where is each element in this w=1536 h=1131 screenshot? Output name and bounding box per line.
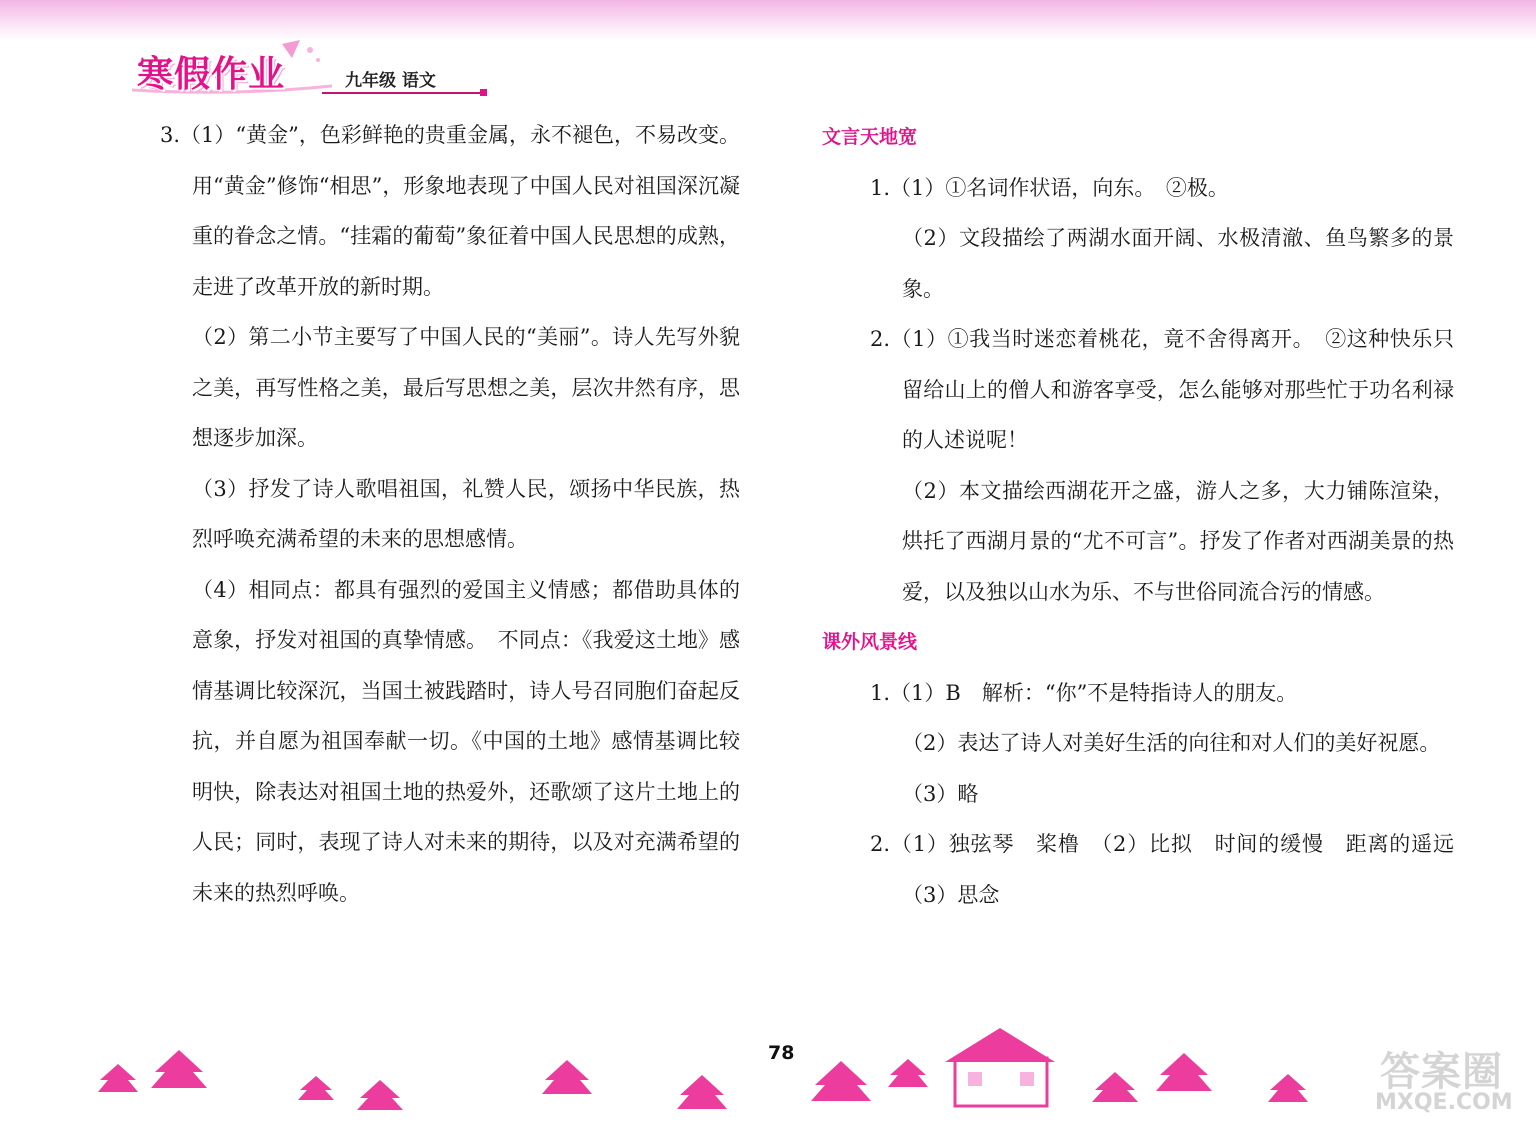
- extra-answer-1-2: （2）表达了诗人对美好生活的向往和对人们的美好祝愿。: [902, 731, 1441, 755]
- page-number: 78: [768, 1042, 795, 1064]
- watermark-logo: 答案圈: [1380, 1049, 1503, 1095]
- classical-answer-1-2: （2）文段描绘了两湖水面开阔、水极清澈、鱼鸟繁多的景象。: [902, 226, 1454, 301]
- extra-answer-2: 2.（1）独弦琴 桨橹 （2）比拟 时间的缓慢 距离的遥远 （3）思念: [870, 832, 1475, 907]
- classical-answer-1-1: 1.（1）①名词作状语，向东。 ②极。: [870, 175, 1229, 200]
- watermark-url: MXQE.COM: [1375, 1090, 1513, 1115]
- right-column: [822, 112, 1475, 920]
- header-divider: [322, 92, 482, 94]
- extra-answer-1-1: 1.（1）B 解析：“你”不是特指诗人的朋友。: [870, 680, 1298, 705]
- logo-title: 寒假作业: [137, 54, 286, 95]
- answer-3-3: （3）抒发了诗人歌唱祖国，礼赞人民，颂扬中华民族，热烈呼唤充满希望的未来的思想感情。: [192, 476, 740, 551]
- classical-answer-2-1: 2.（1）①我当时迷恋着桃花，竟不舍得离开。 ②这种快乐只留给山上的僧人和游客享受，怎么能够对那些忙于功名利禄的人述说呢！: [870, 327, 1454, 452]
- header-divider-dot: [480, 89, 487, 96]
- section-title-classical: 文言天地宽: [822, 126, 918, 148]
- footer-decoration-icon: [0, 1020, 1536, 1131]
- left-column: [160, 110, 740, 918]
- extra-answer-1-3: （3）略: [902, 781, 979, 806]
- section-title-extracurricular: 课外风景线: [822, 631, 918, 653]
- answer-3-1: 3.（1）“黄金”，色彩鲜艳的贵重金属，永不褪色，不易改变。用“黄金”修饰“相思”，形象地表现了中国人民对祖国深沉凝重的眷念之情。“挂霜的葡萄”象征着中国人民思想的成熟，走进了改革开放的新时期。: [160, 123, 740, 299]
- answer-3-2: （2）第二小节主要写了中国人民的“美丽”。诗人先写外貌之美，再写性格之美，最后写思想之美，层次井然有序，思想逐步加深。: [192, 325, 740, 450]
- grade-subject-label: 九年级 语文: [345, 71, 436, 91]
- top-decorative-band: [0, 0, 1536, 40]
- answer-3-4: （4）相同点：都具有强烈的爱国主义情感；都借助具体的意象，抒发对祖国的真挚情感。 不同点：《我爱这土地》感情基调比较深沉，当国土被践踏时，诗人号召同胞们奋起反抗，并自愿为祖国奉献一切。《中国的土地》感情基调比较明快，除表达对祖国土地的热爱外，还歌颂了这片土地上的人民；同时，表现了诗人对未来的期待，以及对充满希望的未来的热烈呼唤。: [192, 577, 740, 905]
- classical-answer-2-2: （2）本文描绘西湖花开之盛，游人之多，大力铺陈渲染，烘托了西湖月景的“尤不可言”。抒发了作者对西湖美景的热爱，以及独以山水为乐、不与世俗同流合污的情感。: [902, 478, 1454, 604]
